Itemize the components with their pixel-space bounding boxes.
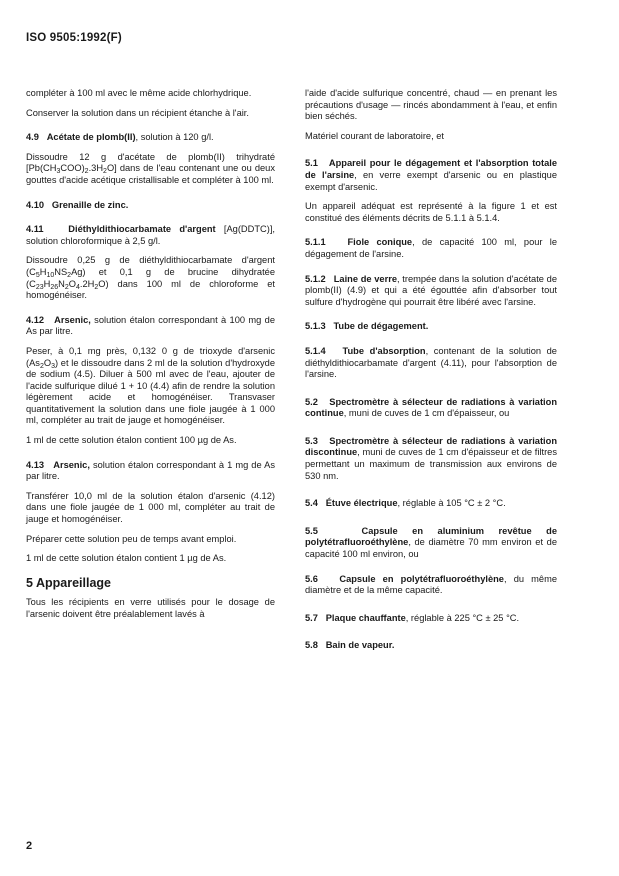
- paragraph: compléter à 100 ml avec le même acide chlorhydrique.: [26, 88, 252, 98]
- clause-4-11-heading: 4.11 Diéthyldithiocarbamate d'argent [Ag(DDTC)], solution chloroformique à 2,5 g/l.: [26, 224, 276, 246]
- clause-5-8: 5.8 Bain de vapeur.: [305, 640, 395, 651]
- clause-4-12-heading: 4.12 Arsenic, solution étalon correspondant à 100 mg de As par litre.: [26, 314, 275, 337]
- clause-4-10-heading: 4.10 Grenaille de zinc.: [26, 199, 129, 210]
- section-5-heading: 5 Appareillage: [26, 575, 111, 590]
- clause-4-13-prep: Préparer cette solution peu de temps avant emploi.: [26, 533, 237, 544]
- clause-5-1-3: 5.1.3 Tube de dégagement.: [305, 321, 429, 332]
- clause-5-1-4: 5.1.4 Tube d'absorption, contenant de la solution de diéthyldithiocarbamate d'argent (4.11), pour l'absorption de l'arsine.: [305, 345, 557, 380]
- clause-5-1-heading: 5.1 Appareil pour le dégagement et l'absorption totale de l'arsine, en verre exempt d'arsenic ou en plastique exempt d'arsenic.: [305, 158, 557, 192]
- clause-5-1-2: 5.1.2 Laine de verre, trempée dans la solution d'acétate de plomb(II) (4.9) et qui a été égouttée afin d'absorber tout sulfure d'hydrogène qui pourrait être libéré avec l'arsine.: [305, 273, 558, 307]
- clause-5-5: 5.5 Capsule en aluminium revêtue de polytétrafluoroéthylène, de diamètre 70 mm environ et de capacité 100 ml environ, ou: [305, 525, 558, 560]
- paragraph: Matériel courant de laboratoire, et: [305, 130, 445, 141]
- clause-5-3: 5.3 Spectromètre à sélecteur de radiations à variation discontinue, muni de cuves de 1 cm d'épaisseur et de filtres permettant un maximum de transmission aux environs de 530 nm.: [305, 435, 557, 481]
- clause-5-7: 5.7 Plaque chauffante, réglable à 225 °C ± 25 °C.: [305, 612, 520, 623]
- clause-4-9-heading: 4.9 Acétate de plomb(II), solution à 120 g/l.: [26, 132, 214, 143]
- paragraph: Conserver la solution dans un récipient étanche à l'air.: [26, 107, 249, 118]
- clause-4-13-note: 1 ml de cette solution étalon contient 1 µg de As.: [26, 553, 227, 564]
- clause-5-4: 5.4 Étuve électrique, réglable à 105 °C ± 2 °C.: [305, 498, 506, 509]
- paragraph: l'aide d'acide sulfurique concentré, chaud — en prenant les précautions d'usage — rincés abondamment à l'eau, et enfin bien séchés.: [305, 88, 557, 122]
- clause-5-1-body: Un appareil adéquat est représenté à la figure 1 et est constitué des éléments décrits de 5.1.1 à 5.1.4.: [305, 201, 557, 223]
- clause-4-9-body: Dissoudre 12 g d'acétate de plomb(II) trihydraté $[Pb(CH_3COO)_2.3H_2O]$ dans de l'eau contenant une ou deux gouttes d'acide acétique cristallisable et compléter à 100 ml.: [26, 151, 275, 185]
- clause-4-12-body: Peser, à 0,1 mg près, 0,132 0 g de trioxyde d'arsenic $(As_2O_3)$ et le dissoudre dans 2 ml de la solution d'hydroxyde de sodium (4.5). Diluer à 500 ml avec de l'eau, ajouter de l'acide sulfurique dilué 1 + 10 (4.4) afin de rendre la solution légèrement acide et homogénéiser. Transvaser quantitativement la solution dans une fiole jaugée à 1 000 ml, compléter au trait de jauge et homogénéiser.: [26, 345, 275, 426]
- section-5-body: Tous les récipients en verre utilisés pour le dosage de l'arsenic doivent être préalablement lavés à: [26, 597, 275, 619]
- right-column: [305, 88, 557, 660]
- clause-5-1-1: 5.1.1 Fiole conique, de capacité 100 ml, pour le dégagement de l'arsine.: [305, 237, 558, 259]
- clause-5-2: 5.2 Spectromètre à sélecteur de radiations à variation continue, muni de cuves de 1 cm d'épaisseur, ou: [305, 396, 557, 419]
- page-number: 2: [26, 840, 33, 852]
- document-header: ISO 9505:1992(F): [26, 32, 122, 44]
- clause-4-13-body: Transférer 10,0 ml de la solution étalon d'arsenic (4.12) dans une fiole jaugée de 1 000 ml, compléter au trait de jauge et homogénéiser.: [26, 490, 275, 525]
- clause-4-13-heading: 4.13 Arsenic, solution étalon correspondant à 1 mg de As par litre.: [26, 459, 275, 482]
- clause-4-11-body: Dissoudre 0,25 g de diéthyldithiocarbamate d'argent $(C_5H_{10}NS_2Ag)$ et 0,1 g de brucine dihydratée $(C_{23}H_{26}N_2O_4.2H_2O)$ dans 100 ml de chloroforme et homogénéiser.: [26, 255, 275, 301]
- clause-5-6: 5.6 Capsule en polytétrafluoroéthylène, du même diamètre et de la même capacité.: [305, 573, 557, 596]
- clause-4-12-note: 1 ml de cette solution étalon contient 100 µg de As.: [26, 435, 237, 446]
- left-column: [26, 88, 275, 629]
